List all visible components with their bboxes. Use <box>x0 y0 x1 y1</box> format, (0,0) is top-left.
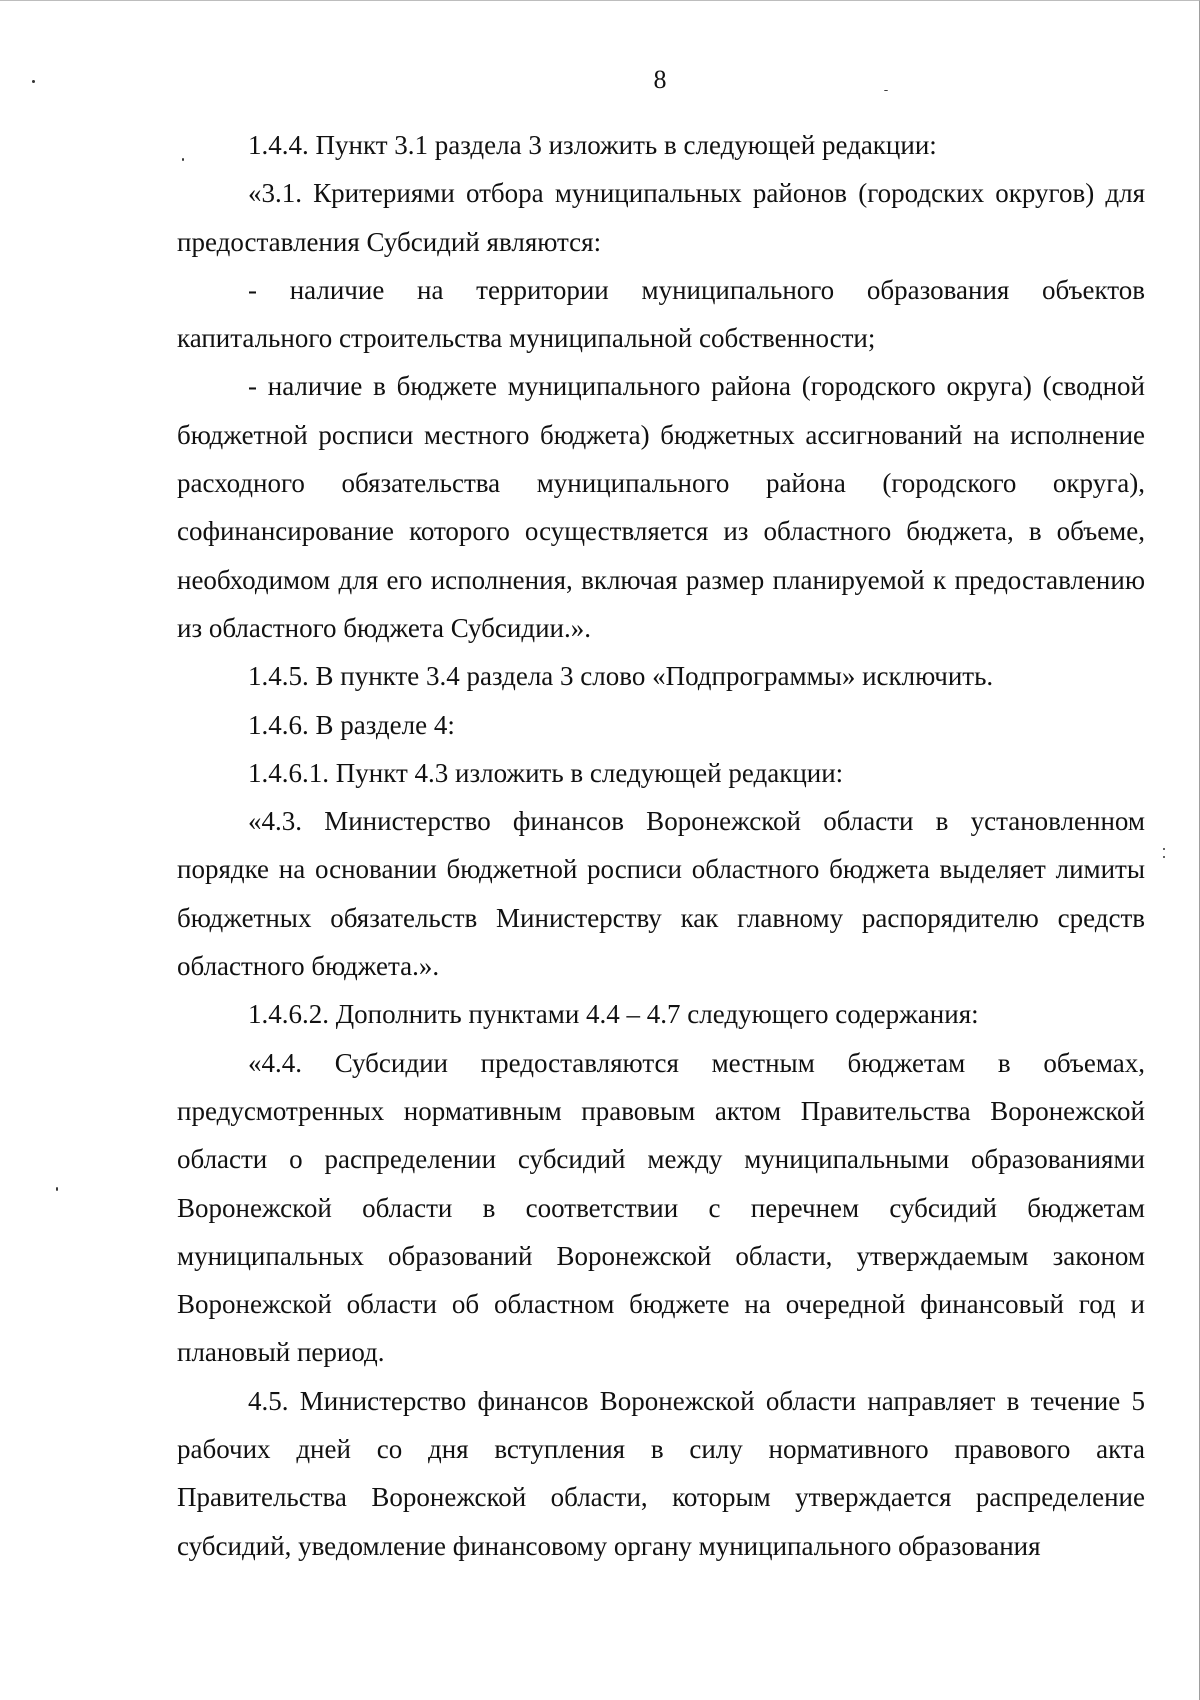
paragraph-1-4-4: 1.4.4. Пункт 3.1 раздела 3 изложить в следующей редакции: <box>248 130 937 160</box>
paragraph-1-4-6: 1.4.6. В разделе 4: <box>248 709 455 740</box>
scan-speck <box>1163 848 1165 850</box>
paragraph-4-5: 4.5. Министерство финансов Воронежской области направляет в течение 5 рабочих дней со дня вступления в силу нормативного правового акта Правительства Воронежской области, которым утверждается распределение субсидий, уведомление финансовому органу муниципального образования <box>177 1385 1145 1561</box>
paragraph-1-4-6-1: 1.4.6.1. Пункт 4.3 изложить в следующей редакции: <box>248 757 844 788</box>
paragraph-3-1: «3.1. Критериями отбора муниципальных районов (городских округов) для предоставления Субсидий являются: <box>177 178 1145 257</box>
scan-speck <box>56 1187 58 1191</box>
scan-speck <box>1163 856 1165 858</box>
criterion-budget: - наличие в бюджете муниципального района (городского округа) (сводной бюджетной росписи местного бюджета) бюджетных ассигнований на исполнение расходного обязательства муниципального района (городского округа), софинансирование которого осуществляется из областного бюджета, в объеме, необходимом для его исполнения, включая размер планируемой к предоставлению из областного бюджета Субсидии.». <box>177 371 1145 643</box>
page-number: 8 <box>653 65 667 94</box>
document-body <box>177 121 1145 1570</box>
paragraph-1-4-6-2: 1.4.6.2. Дополнить пунктами 4.4 – 4.7 следующего содержания: <box>248 999 979 1030</box>
criterion-objects: - наличие на территории муниципального образования объектов капитального строительства муниципальной собственности; <box>177 274 1145 354</box>
paragraph-4-3: «4.3. Министерство финансов Воронежской области в установленном порядке на основании бюджетной росписи областного бюджета выделяет лимиты бюджетных обязательств Министерству как главному распорядителю средств областного бюджета.». <box>177 806 1145 982</box>
paragraph-1-4-5: 1.4.5. В пункте 3.4 раздела 3 слово «Подпрограммы» исключить. <box>248 661 994 692</box>
paragraph-4-4: «4.4. Субсидии предоставляются местным бюджетам в объемах, предусмотренных нормативным правовым актом Правительства Воронежской области о распределении субсидий между муниципальными образованиями Воронежской области в соответствии с перечнем субсидий бюджетам муниципальных образований Воронежской области, утверждаемым законом Воронежской области об областном бюджете на очередной финансовый год и плановый период. <box>177 1047 1145 1368</box>
